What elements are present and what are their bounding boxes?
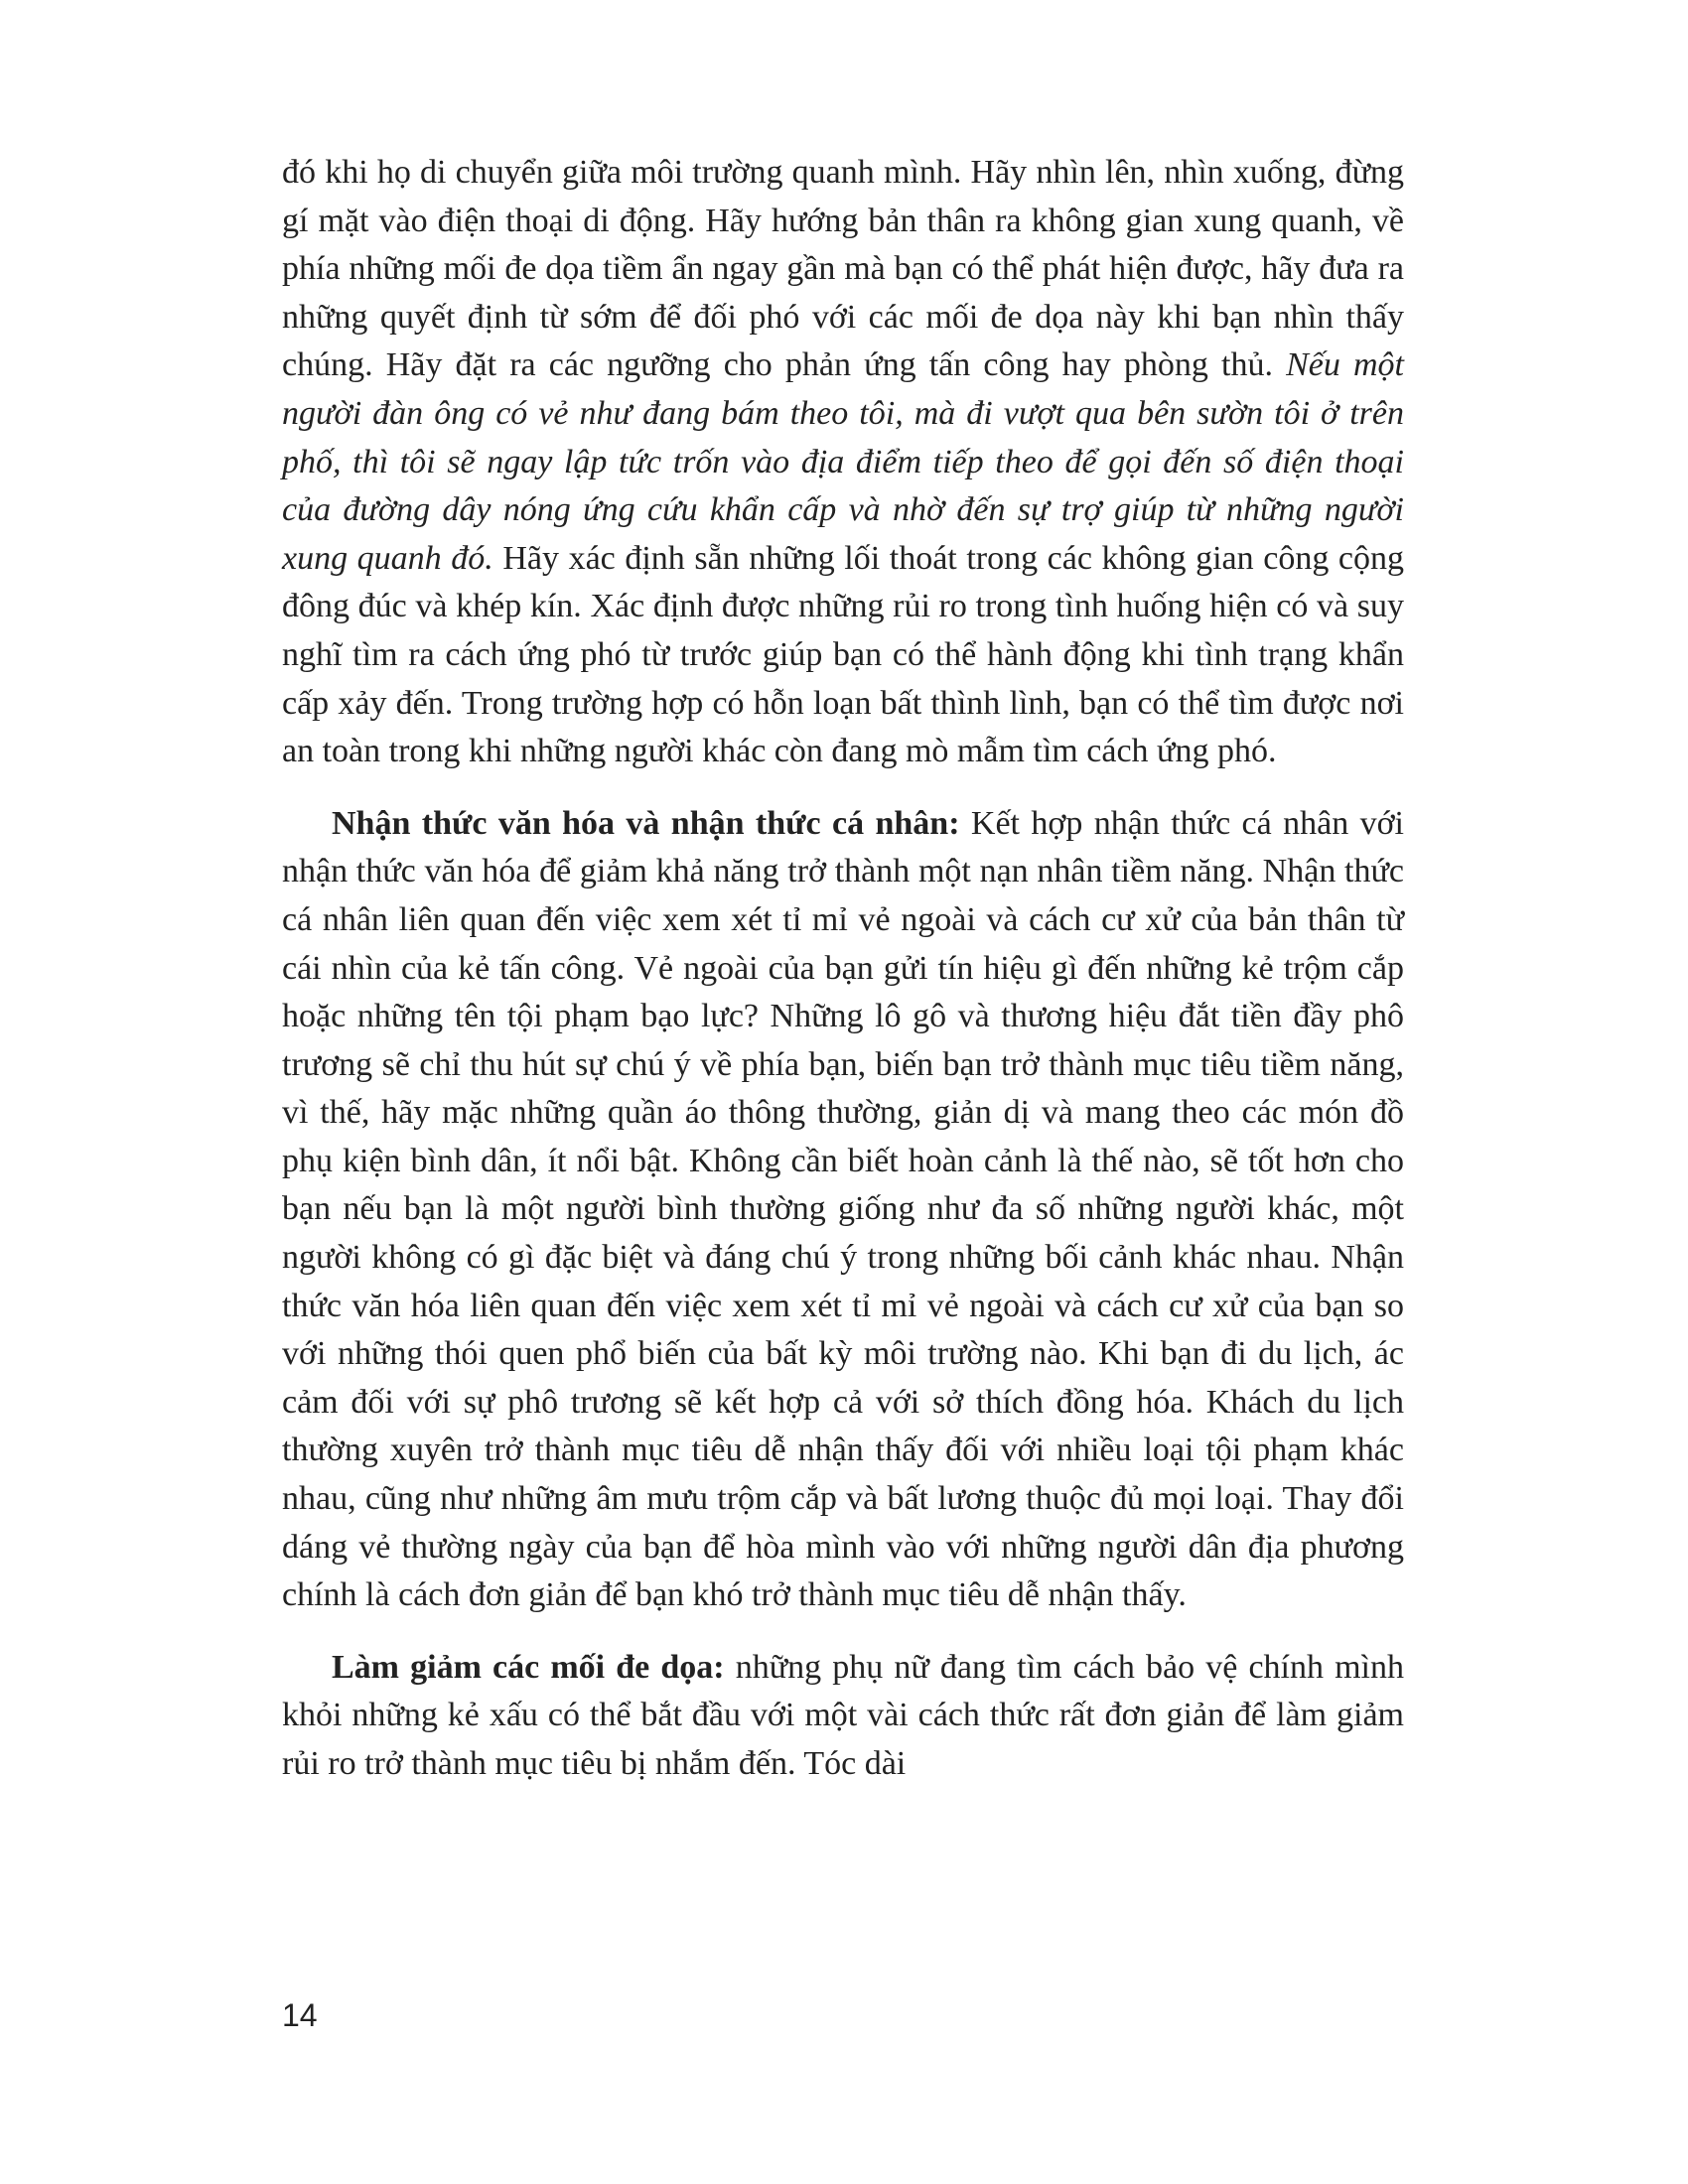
paragraph-reducing-threats	[282, 1644, 1404, 1789]
paragraph-text: những phụ nữ đang tìm cách bảo vệ chính mình khỏi những kẻ xấu có thể bắt đầu với một vài cách thức rất đơn giản để làm giảm rủi ro trở thành mục tiêu bị nhắm đến. Tóc dài	[282, 1648, 1404, 1782]
italic-example-text: Nếu một người đàn ông có vẻ như đang bám theo tôi, mà đi vượt qua bên sườn tôi ở trên phố, thì tôi sẽ ngay lập tức trốn vào địa điểm tiếp theo để gọi đến số điện thoại của đường dây nóng ứng cứu khẩn cấp và nhờ đến sự trợ giúp từ những người xung quanh đó.	[282, 346, 1405, 577]
paragraph-cultural-personal-awareness	[282, 800, 1404, 1620]
page-number: 14	[282, 1997, 318, 2033]
paragraph-text: đó khi họ di chuyển giữa môi trường quanh mình. Hãy nhìn lên, nhìn xuống, đừng gí mặt vào điện thoại di động. Hãy hướng bản thân ra không gian xung quanh, về phía những mối đe dọa tiềm ẩn ngay gần mà bạn có thể phát hiện được, hãy đưa ra những quyết định từ sớm để đối phó với các mối đe dọa này khi bạn nhìn thấy chúng. Hãy đặt ra các ngưỡng cho phản ứng tấn công hay phòng thủ.	[282, 154, 1404, 384]
paragraph-heading: Nhận thức văn hóa và nhận thức cá nhân:	[332, 804, 960, 842]
paragraph-text: Kết hợp nhận thức cá nhân với nhận thức văn hóa để giảm khả năng trở thành một nạn nhân tiềm năng. Nhận thức cá nhân liên quan đến việc xem xét tỉ mỉ vẻ ngoài và cách cư xử của bản thân từ cái nhìn của kẻ tấn công. Vẻ ngoài của bạn gửi tín hiệu gì đến những kẻ trộm cắp hoặc những tên tội phạm bạo lực? Những lô gô và thương hiệu đắt tiền đầy phô trương sẽ chỉ thu hút sự chú ý về phía bạn, biến bạn trở thành mục tiêu tiềm năng, vì thế, hãy mặc những quần áo thông thường, giản dị và mang theo các món đồ phụ kiện bình dân, ít nổi bật. Không cần biết hoàn cảnh là thế nào, sẽ tốt hơn cho bạn nếu bạn là một người bình thường giống như đa số những người khác, một người không có gì đặc biệt và đáng chú ý trong những bối cảnh khác nhau. Nhận thức văn hóa liên quan đến việc xem xét tỉ mỉ vẻ ngoài và cách cư xử của bạn so với những thói quen phổ biến của bất kỳ môi trường nào. Khi bạn đi du lịch, ác cảm đối với sự phô trương sẽ kết hợp cả với sở thích đồng hóa. Khách du lịch thường xuyên trở thành mục tiêu dễ nhận thấy đối với nhiều loại tội phạm khác nhau, cũng như những âm mưu trộm cắp và bất lương thuộc đủ mọi loại. Thay đổi dáng vẻ thường ngày của bạn để hòa mình vào với những người dân địa phương chính là cách đơn giản để bạn khó trở thành mục tiêu dễ nhận thấy.	[282, 804, 1404, 1614]
paragraph-text: Hãy xác định sẵn những lối thoát trong các không gian công cộng đông đúc và khép kín. Xác định được những rủi ro trong tình huống hiện có và suy nghĩ tìm ra cách ứng phó từ trước giúp bạn có thể hành động khi tình trạng khẩn cấp xảy đến. Trong trường hợp có hỗn loạn bất thình lình, bạn có thể tìm được nơi an toàn trong khi những người khác còn đang mò mẫm tìm cách ứng phó.	[282, 539, 1404, 770]
page-body	[282, 149, 1404, 1789]
paragraph-situational-awareness	[282, 149, 1404, 776]
paragraph-heading: Làm giảm các mối đe dọa:	[332, 1648, 725, 1686]
